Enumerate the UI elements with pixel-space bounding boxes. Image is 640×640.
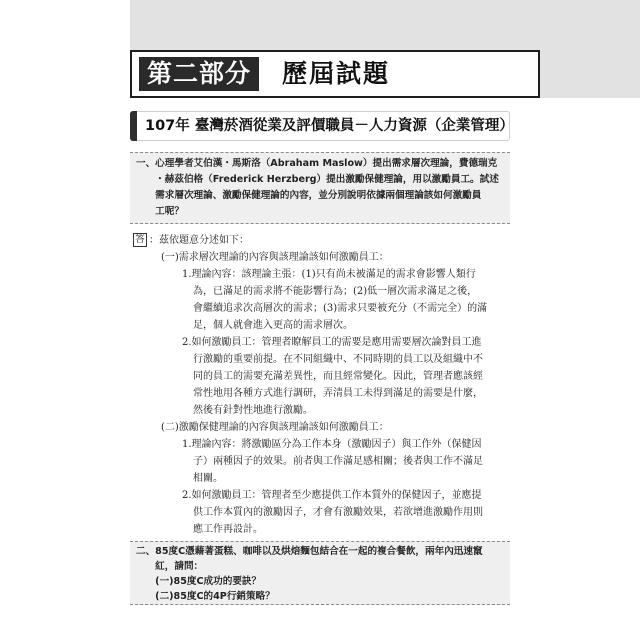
answer-mark: 答	[133, 233, 147, 247]
answer-line: 2.如何激勵員工：管理者瞭解員工的需要是應用需要層次論對員工進	[182, 337, 482, 348]
answer-line: 相關。	[193, 473, 223, 484]
part-label: 第二部分	[139, 57, 259, 91]
answer-line: 常性地用各種方式進行調研，弄清員工未得到滿足的需要是什麼，	[193, 388, 483, 399]
exam-title-accent	[130, 111, 137, 141]
question-2-box	[130, 541, 510, 605]
exam-title: 107年 臺灣菸酒從業及評價職員－人力資源（企業管理）	[145, 118, 514, 134]
question-2-line: 紅，請問：	[136, 561, 204, 572]
question-1-line: 一、心理學者艾伯漢・馬斯洛（Abraham Maslow）提出需求層次理論，費德瑞克	[136, 158, 498, 169]
exam-title-bar	[130, 111, 514, 141]
answer-line: 子）兩種因子的效果。前者與工作滿足感相關；後者與工作不滿足	[193, 456, 483, 467]
answer-line: 供工作本質內的激勵因子，才會有激勵效果，若欲增進激勵作用則	[193, 507, 483, 518]
question-1-line: 工呢？	[136, 206, 184, 217]
answer-line: 同的員工的需要充滿差異性，而且經常變化。因此，管理者應該經	[193, 371, 483, 382]
answer-line: 行激勵的重要前提。在不同組織中、不同時期的員工以及組織中不	[193, 354, 483, 365]
question-1-line: 需求層次理論、激勵保健理論的內容，並分別說明依據兩個理論該如何激勵員	[136, 190, 482, 201]
question-2-line: (一)85度C成功的要訣？	[136, 576, 262, 587]
answer-line: 2.如何激勵員工：管理者至少應提供工作本質外的保健因子，並應提	[182, 490, 482, 501]
question-2-line: (二)85度C的4P行銷策略？	[136, 591, 275, 602]
part-title: 歷屆試題	[282, 59, 391, 88]
answer-line: 足，個人就會進入更高的需求層次。	[193, 320, 353, 331]
question-1-box	[130, 152, 510, 224]
answer-line: 會繼續追求次高層次的需求；(3)需求只要被充分（不需完全）的滿	[193, 303, 488, 314]
answer-line: 1.理論內容：將激勵區分為工作本身（激勵因子）與工作外（保健因	[182, 439, 482, 450]
question-1-line: ・赫茲伯格（Frederick Herzberg）提出激勵保健理論，用以激勵員工。試述	[136, 174, 499, 185]
answer-line: 為，已滿足的需求將不能影響行為；(2)低一層次需求滿足之後，	[193, 286, 478, 297]
answer-line: 然後有針對性地進行激勵。	[193, 405, 313, 416]
answer-line: 應工作再設計。	[193, 524, 263, 535]
answer-intro: ：茲依題意分述如下：	[149, 235, 249, 246]
answer-heading: (二)激勵保健理論的內容與該理論該如何激勵員工：	[161, 422, 389, 433]
answer-heading: (一)需求層次理論的內容與該理論該如何激勵員工：	[161, 252, 389, 263]
answer-line: 1.理論內容：該理論主張：(1)只有尚未被滿足的需求會影響人類行	[182, 269, 476, 280]
question-2-line: 二、85度C憑藉著蛋糕、咖啡以及烘焙麵包結合在一起的複合餐飲，兩年內迅速竄	[136, 546, 483, 557]
